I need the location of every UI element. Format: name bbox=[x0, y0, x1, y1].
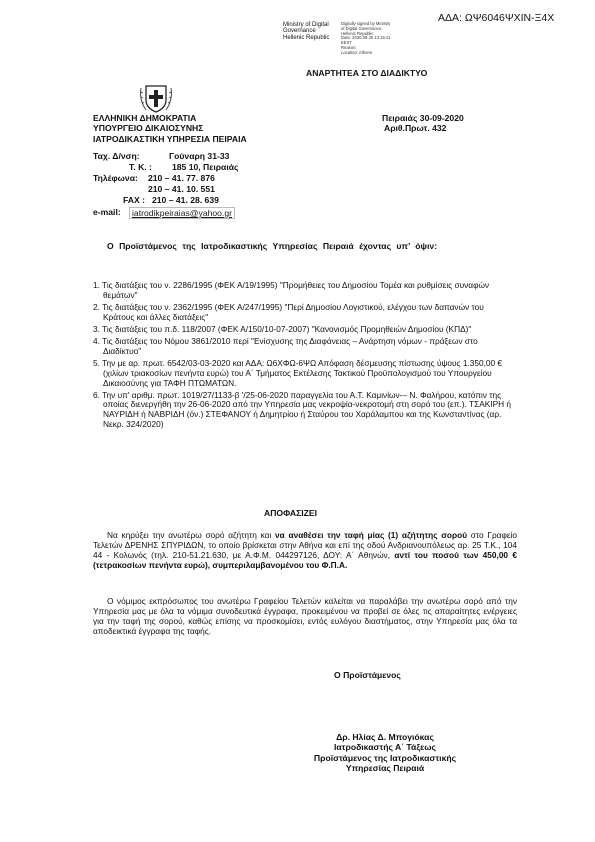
greek-coat-of-arms-icon bbox=[138, 80, 174, 116]
digital-signature-label bbox=[283, 22, 341, 41]
list-item: 1. Τις διατάξεις του ν. 2286/1995 (ΦΕΚ Α/19/1995) "Προμήθειες του Δημοσίου Τομέα και ρυθμίσεις συναφών θεμάτων" bbox=[93, 280, 490, 300]
contact-block bbox=[93, 151, 293, 218]
phone-label: Τηλέφωνα: bbox=[93, 173, 138, 183]
date-protocol bbox=[382, 113, 464, 134]
list-item: 6. Την υπ' αριθμ. πρωτ. 1019/27/1133-β '/25-06-2020 παραγγελία του Α.Τ. Καμινίων-– Ν. Φαλήρου, κατόπιν της οποίας διενεργήθη την 26-06-2020 από την Υπηρεσία μας νεκροψία-νεκροτομή στη σορό του (επ.). ΤΣΑΚΙΡΗ ή ΝΑΥΡΙΔΗ ή ΝΑΒΡΙΔΗ (όν.) ΣΤΕΦΑΝΟΥ ή Δημητρίου ή Σταύρου του Χαράλαμπου και της Κωνσταντίνας (αρ. Νεκρ. 324/2020) bbox=[93, 389, 512, 430]
fax-label: FAX : bbox=[123, 195, 145, 205]
pickup-paragraph: Ο νόμιμος εκπρόσωπος του ανωτέρω Γραφείου Τελετών καλείται να παραλάβει την ανωτέρω σορό από την Υπηρεσία μας με όλα τα νόμιμα συνοδευτικά έγγραφα, προκειμένου να προβεί σε όλες τις απαραίτητες ενέργειες για την ταφή της σορού, καθώς επίσης να προσκομίσει, εντός ευλόγου διαστήματος, στην Υπηρεσία μας όλα τα αποδεικτικά έγγραφα της ταφής. bbox=[93, 596, 517, 636]
signature-line: Governance bbox=[283, 28, 316, 35]
email-label: e-mail: bbox=[93, 207, 121, 217]
ada-code: ΑΔΑ: ΩΨ6046ΨΧΙΝ-Ξ4Χ bbox=[438, 12, 555, 24]
signatory-title: Προϊστάμενος της Ιατροδικαστικής bbox=[313, 752, 457, 763]
address-value: Γούναρη 31-33 bbox=[169, 151, 230, 161]
posting-notice: ΑΝΑΡΤΗΤΕΑ ΣΤΟ ΔΙΑΔΙΚΤΥΟ bbox=[306, 68, 428, 78]
signature-line: Ministry of Digital bbox=[283, 22, 329, 28]
tk-value: 185 10, Πειραιάς bbox=[172, 162, 239, 172]
closing-title: Ο Προϊστάμενος bbox=[334, 670, 401, 680]
list-item: 5. Την με αρ. πρωτ. 6542/03-03-2020 και ΑΔΑ: Ω6ΧΦΩ-6ΨΩ Απόφαση δέσμευσης πίστωσης ύψους 1.350,00 €(χιλίων τριακοσίων πενήντα ευρώ) του Α΄ Τμήματος Εκτέλεσης Τακτικού Προϋπολογισμού του Υπουργείου Δικαιοσύνης για ΤΑΦΗ ΠΤΩΜΑΤΩΝ. bbox=[93, 357, 503, 388]
list-item: 2. Τις διατάξεις του ν. 2362/1995 (ΦΕΚ Α/247/1995) "Περί Δημοσίου Λογιστικού, ελέγχου των δαπανών του Κράτους και άλλες διατάξεις" bbox=[93, 301, 484, 322]
phone-value: 210 – 41. 77. 876 bbox=[148, 173, 215, 183]
tk-label: Τ. Κ. : bbox=[129, 162, 152, 172]
list-item: 3. Τις διατάξεις του π.δ. 118/2007 (ΦΕΚ Α/150/10-07-2007) "Κανονισμός Προμηθειών Δημοσίου (ΚΠΔ)" bbox=[93, 323, 472, 334]
award-phrase: να αναθέσει την ταφή μίας (1) αζήτητης σορού bbox=[275, 530, 468, 540]
amount-phrase: αντί του ποσού των 450,00 € (τετρακοσίων πενήντα ευρώ), συμπεριλαμβανομένου του Φ.Π.Α. bbox=[93, 549, 518, 570]
intro-text: Ο Προϊστάμενος της Ιατροδικαστικής Υπηρεσίας Πειραιά έχοντας υπ’ όψιν: bbox=[107, 241, 438, 251]
fax-value: 210 – 41. 28. 639 bbox=[152, 195, 219, 205]
decision-title: ΑΠΟΦΑΣΙΖΕΙ bbox=[264, 508, 318, 518]
considerations-list bbox=[93, 281, 517, 432]
email-link[interactable]: iatrodikpeiraias@yahoo.gr bbox=[129, 207, 235, 219]
protocol-number: Αριθ.Πρωτ. 432 bbox=[384, 123, 447, 134]
signatory-unit: Υπηρεσίας Πειραιά bbox=[345, 763, 425, 774]
decision-paragraph: Να κηρύξει την ανωτέρω σορό αζήτητη και να αναθέσει την ταφή μίας (1) αζήτητης σορού στο Γραφείο Τελετών ΔΡΕΝΗΣ ΣΠΥΡΙΔΩΝ, το οποίο βρίσκεται στην Αθήνα και επί της οδού Ανδριανουπόλεως αρ. 25 Τ.Κ., 104 44 - Κολωνός (τηλ. 210-51.21.630, με Α.Φ.Μ. 044297126, ΔΟΥ: Α΄ Αθηνών, αντί του ποσού των 450,00 € (τετρακοσίων πενήντα ευρώ), συμπεριλαμβανομένου του Φ.Π.Α. bbox=[93, 530, 518, 570]
service-name: ΙΑΤΡΟΔΙΚΑΣΤΙΚΗ ΥΠΗΡΕΣΙΑ ΠΕΙΡΑΙΑ bbox=[93, 133, 247, 144]
republic-name: ΕΛΛΗΝΙΚΗ ΔΗΜΟΚΡΑΤΙΑ bbox=[93, 113, 197, 123]
signatory-rank: Ιατροδικαστής Α΄ Τάξεως bbox=[334, 742, 436, 753]
place-date: Πειραιάς 30-09-2020 bbox=[382, 113, 464, 123]
authority-header bbox=[93, 113, 247, 144]
ministry-name: ΥΠΟΥΡΓΕΙΟ ΔΙΚΑΙΟΣΥΝΗΣ bbox=[93, 123, 204, 134]
signatory-block bbox=[290, 732, 480, 774]
signatory-name: Δρ. Ηλίας Δ. Μπογιόκας bbox=[336, 732, 434, 742]
digital-signature-details: Digitally signed by Ministry of Digital Governance, Hellenic Republic Date: 2020.09.30 13:15:11 EEST Reason: Location: Athens bbox=[341, 21, 391, 55]
signature-line: Hellenic Republic bbox=[283, 34, 330, 41]
phone-value: 210 – 41. 10. 551 bbox=[148, 184, 215, 194]
list-item: 4. Τις διατάξεις του Νόμου 3861/2010 περί "Ενίσχυσης της Διαφάνειας – Ανάρτηση νόμων - πράξεων στο Διαδίκτυο" bbox=[93, 335, 478, 356]
address-label: Ταχ. Δ/νση: bbox=[93, 151, 140, 161]
